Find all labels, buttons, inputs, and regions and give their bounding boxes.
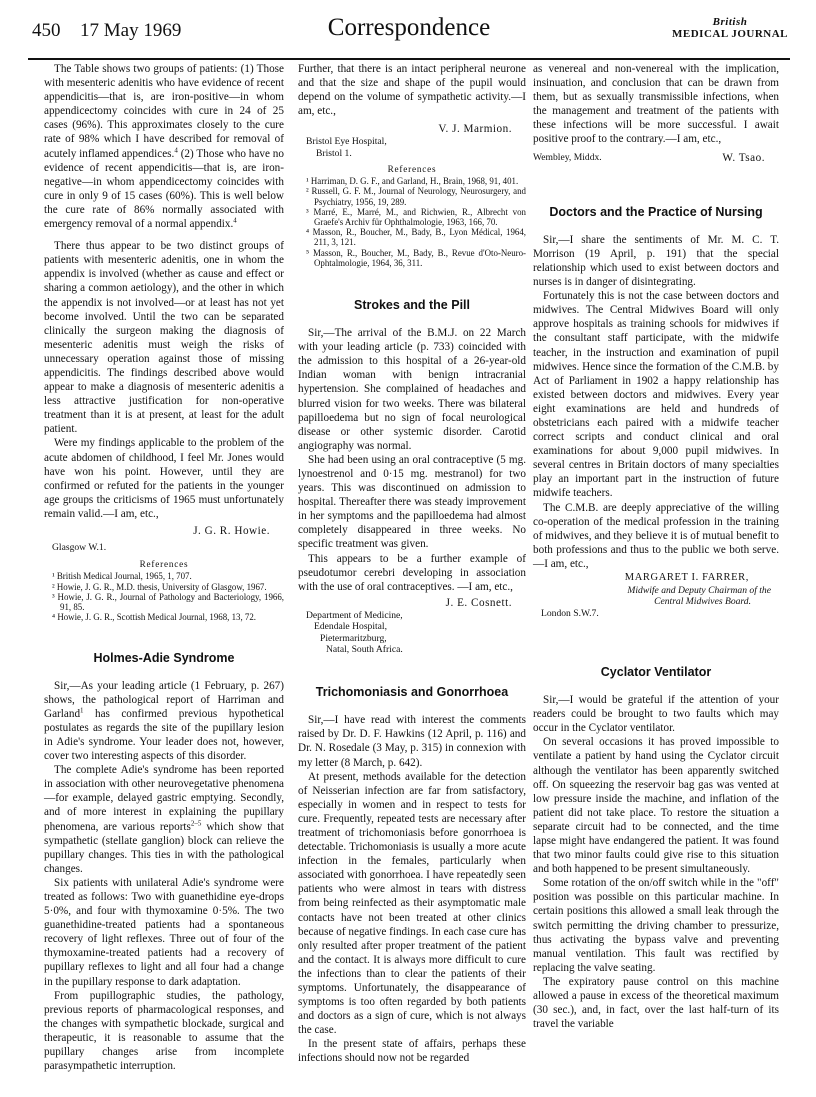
letter-paragraph: At present, methods available for the detection of Neisserian infection are far from satisfactory, especially in women and in respect to tests for cure. Frequently, repeated tests are necessary after treatment of trichomoniasis before gonorrhoea is detectable. Trichomoniasis is usually a more acute infection in the females, particularly when associated with gonorrhoea. I have repeatedly seen patients who were almost in tears with distress from being reinfected as their asymptomatic male contacts have not been treated at other clinics because of negative findings. In each case cure has only resulted after proper treatment of the patient and the contact. It is always more difficult to cure the infections than to clear the patients of their symptoms. Unfortunately, the disappearance of symptoms is too often regarded by both patients and doctors as a sign of cure, which is not always the case. <box>298 770 526 1037</box>
reference-item: ² Howie, J. G. R., M.D. thesis, University of Glasgow, 1967. <box>52 581 267 592</box>
letter-paragraph: Further, that there is an intact peripheral neurone and that the size and shape of the pupil would depend on the volume of sympathetic activity.—I am, etc., <box>298 63 526 118</box>
letter-paragraph: Sir,—I would be grateful if the attention of your readers could be brought to two faults which may occur in the Cyclator ventilator. <box>533 694 779 735</box>
letter-paragraph: From pupillographic studies, the pathology, previous reports of pharmacological responses, and the changes with sympathetic blockade, surgical and therapeutic, it is reasonable to assume that the pupillary changes arise from incomplete parasympathetic interruption. <box>44 989 284 1073</box>
letter-paragraph: Sir,—As your leading article (1 February, p. 267) shows, the pathological report of Harriman and Garland$^1$ has confirmed previous hypothetical postulates as regards the site of the pupillary lesion in Adie's syndrome. Your leader does not, however, cover two interesting aspects of this disorder. <box>44 679 284 763</box>
page-header <box>28 0 790 60</box>
column-2 <box>298 62 526 1066</box>
article-title: Cyclator Ventilator <box>600 664 712 679</box>
page-number: 450 <box>32 20 61 41</box>
reference-item: ⁵ Masson, R., Boucher, M., Bady, B., Revue d'Oto-Neuro-Ophtalmologie, 1964, 36, 311. <box>306 247 526 268</box>
letter-signature: MARGARET I. FARRER, <box>624 572 749 583</box>
article-title: Holmes-Adie Syndrome <box>93 650 235 665</box>
letter-address: Wembley, Middx. <box>533 151 602 163</box>
letter-signature: J. G. R. Howie. <box>193 525 270 537</box>
reference-item: ¹ British Medical Journal, 1965, 1, 707. <box>52 571 192 582</box>
section-title: Correspondence <box>327 14 491 41</box>
article-title: Strokes and the Pill <box>353 297 470 312</box>
letter-paragraph: Some rotation of the on/off switch while in the "off" position was possible on this particular machine. In certain positions this allowed a small leak through the switch permitting the driving chamber to pressurize, thus activating the bypass valve and preventing manual ventilation. This fault was rectified by replacing the valve seating. <box>533 877 779 974</box>
letter-signature: W. Tsao. <box>722 151 765 164</box>
letter-address: London S.W.7. <box>541 607 599 619</box>
letter-signature: V. J. Marmion. <box>438 123 512 136</box>
letter-address: Glasgow W.1. <box>52 542 107 554</box>
letter-paragraph: She had been using an oral contraceptive (5 mg. lynoestrenol and 0·15 mg. mestranol) for two years. This was discontinued on admission to hospital. Thereafter there was steady improvement in her symptoms and the papilloedema had almost completely disappeared in three weeks. No specific treatment was given. <box>298 453 526 551</box>
letter-paragraph: On several occasions it has proved impossible to ventilate a patient by hand using the Cyclator circuit although the ventilator has been apparently switched off. On squeezing the reservoir bag gas was vented at low pressure inside the machine, and inflation of the patient did not take place. To restore the situation a separate circuit had to be connected, and the time lapse might have endangered the patient. It was found that two minor faults could give rise to this situation and both happened to be present simultaneously. <box>533 736 779 876</box>
reference-item: ⁴ Howie, J. G. R., Scottish Medical Journal, 1968, 13, 72. <box>52 612 256 623</box>
letter-paragraph: as venereal and non-venereal with the implication, insinuation, and conclusion that can be drawn from them, but as sexually transmissible infections, when the management and treatment of the patients with these infections will be more successful. I await positive proof to the contrary.—I am, etc., <box>533 63 779 146</box>
letter-signature: J. E. Cosnett. <box>445 596 512 609</box>
letter-paragraph: This appears to be a further example of pseudotumor cerebri developing in association with the use of oral contraceptives. —I am, etc., <box>298 552 526 593</box>
references-heading: References <box>387 164 437 175</box>
article-title: Trichomoniasis and Gonorrhoea <box>315 685 509 700</box>
letter-paragraph: Sir,—I have read with interest the comments raised by Dr. D. F. Hawkins (12 April, p. 116) and Dr. N. Rosedale (3 May, p. 315) in connexion with my letter (8 March, p. 642). <box>298 714 526 769</box>
references-heading: References <box>139 559 189 570</box>
letter-address: Department of Medicine, Edendale Hospital, Pietermaritzburg, Natal, South Africa. <box>306 609 403 655</box>
letter-address: Bristol Eye Hospital, Bristol 1. <box>306 136 387 159</box>
letter-paragraph: The C.M.B. are deeply appreciative of the willing co-operation of the medical profession in the training of midwives, and they believe it is of mutual benefit to both professions and thus to the public we both serve.—I am, etc., <box>533 501 779 570</box>
letter-paragraph: The complete Adie's syndrome has been reported in association with other neurovegetative phenomena—for example, delayed gastric emptying. Secondly, and of more interest in explaining the pupillary phenomena, are various reports$^{2-5}$ which show that sympathetic (stellate ganglion) block can relieve the pupillary changes. This ties in with the pathological changes. <box>44 764 284 875</box>
letter-signoff <box>533 151 779 165</box>
letter-paragraph: In the present state of affairs, perhaps these infections should now not be regarded <box>298 1038 526 1065</box>
letter-paragraph: There thus appear to be two distinct groups of patients with mesenteric adenitis, one in whom the appendix is involved (whether as cause and effect or sharing a common aetiology), and the other in which the appendix is not involved—or at least has not yet become involved. Until the two can be separated clinically the surgeon making the diagnosis of mesenteric adenitis must weigh the risks of unnecessary operation against those of missing appendicitis. The findings described above would appear to make a diagnosis of mesenteric adenitis a less attractive justification for non-operative treatment than it is at present, at least for the adult patient. <box>44 240 284 436</box>
journal-name: British MEDICAL JOURNAL <box>672 16 788 40</box>
column-3 <box>533 62 779 1031</box>
reference-item: ¹ Harriman, D. G. F., and Garland, H., Brain, 1968, 91, 401. <box>306 176 519 187</box>
letter-paragraph: Sir,—The arrival of the B.M.J. on 22 March with your leading article (p. 733) coincided with the admission to this hospital of a 26-year-old Indian woman with benign intracranial hypertension. She complained of headaches and blurred vision for two weeks. There was bilateral papilloedema but no sign of focal neurological disease or other systemic disorder. Carotid angiography was normal. <box>298 327 526 452</box>
reference-item: ³ Marré, E., Marré, M., and Richwien, R., Albrecht von Graefe's Archiv für Ophthalmologie, 1963, 166, 70. <box>306 206 526 227</box>
letter-paragraph: Were my findings applicable to the problem of the acute abdomen of childhood, I feel Mr. Jones would have won his point. However, until they are confirmed or refuted for the patients in the younger age groups the criticisms of 1965 must unfortunately remain valid.—I am, etc., <box>44 437 284 520</box>
letter-paragraph: Six patients with unilateral Adie's syndrome were treated as follows: Two with guanethidine eye-drops 5·0%, and four with thymoxamine 0·5%. The two guanethidine-treated patients had a spontaneous recovery of light reflexes. Three out of four of the thymoxamine-treated patients had a recovery of pupillary reflexes to light and all four had a change in the pupillary response to dark adaptation. <box>44 876 284 988</box>
letter-paragraph: The expiratory pause control on this machine allowed a pause in excess of the theoretical maximum (30 sec.), and, in fact, over the last half-turn of its travel the variable <box>533 975 779 1031</box>
reference-item: ³ Howie, J. G. R., Journal of Pathology and Bacteriology, 1966, 91, 85. <box>52 591 284 613</box>
letter-paragraph: Fortunately this is not the case between doctors and midwives. The Central Midwives Board will only approve hospitals as training schools for midwives if the consultant staff participate, with the midwife teacher, in the instruction and examination of pupil midwives. Hence since the formation of the C.M.B. by Act of Parliament in 1902 a happy relationship has existed between doctors and midwives. Every year eight examinations are held and hundreds of obstetricians each paired with a midwife teacher correct scripts and conduct clinical and oral examinations for about 9,000 pupil midwives. In several centres in Britain doctors of many specialties play an important part in the instruction of future midwife teachers. <box>533 290 779 500</box>
reference-item: ² Russell, G. F. M., Journal of Neurology, Neurosurgery, and Psychiatry, 1956, 19, 289. <box>306 186 526 207</box>
letter-paragraph: The Table shows two groups of patients: (1) Those with mesenteric adenitis who have evidence of recent appendicitis—that is, are iron-positive—in whom appendicectomy coincides with cure in 24 of 25 cases (96%). This approximates closely to the cure rate of 98% which I have described for removal of acutely inflamed appendices.$^4$ (2) Those who have no evidence of recent appendicitis—that is, are iron-negative—in whom appendicectomy coincides with cure in only 9 of 15 cases (60%). This is well below the cure rate of 86% normally associated with emergency removal of a normal appendix.$^4$ <box>44 63 284 231</box>
signer-role: Midwife and Deputy Chairman of the Central Midwives Board. <box>627 585 771 608</box>
issue-date: 17 May 1969 <box>80 20 182 41</box>
article-title: Doctors and the Practice of Nursing <box>549 204 763 219</box>
letter-paragraph: Sir,—I share the sentiments of Mr. M. C. T. Morrison (19 April, p. 191) that the special relationship which used to exist between doctors and nurses is in danger of disintegrating. <box>533 233 779 289</box>
column-1 <box>44 62 284 1073</box>
reference-item: ⁴ Masson, R., Boucher, M., Bady, B., Lyon Médical, 1964, 211, 3, 121. <box>306 227 526 248</box>
